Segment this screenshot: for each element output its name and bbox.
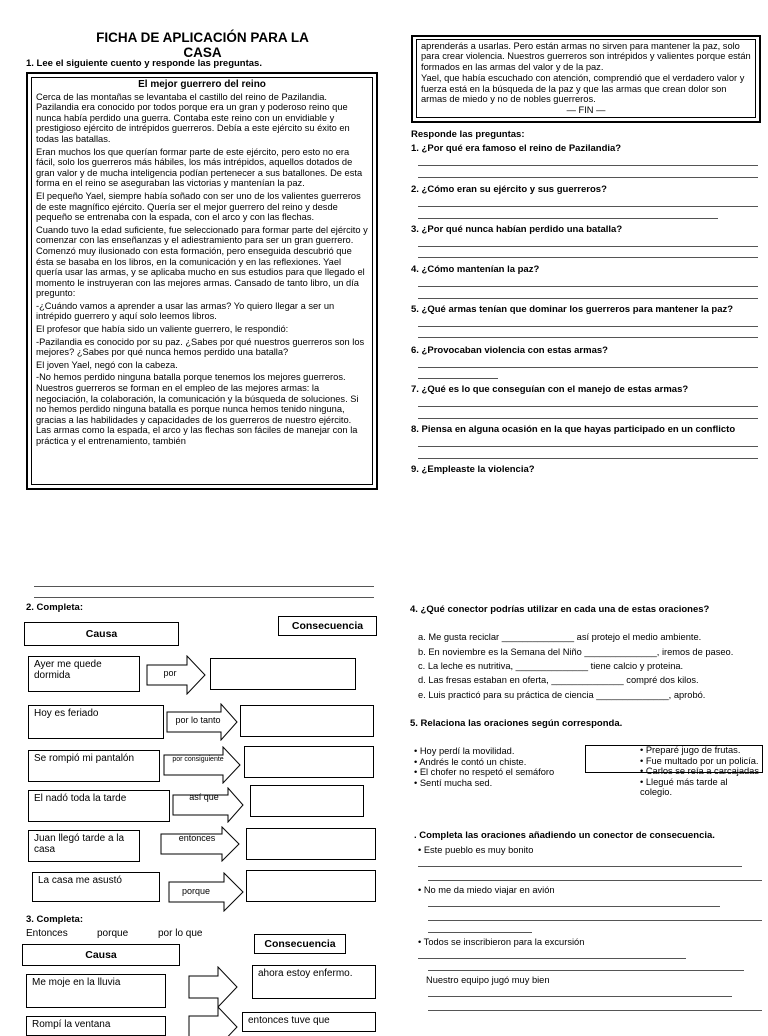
consequence-input[interactable]	[246, 870, 376, 902]
answer-line[interactable]	[418, 177, 758, 178]
answer-line[interactable]	[418, 446, 758, 447]
consequence-input[interactable]	[240, 705, 374, 737]
answer-line[interactable]	[418, 257, 758, 258]
sentence-item: d. Las fresas estaban en oferta, ______________ compré dos kilos.	[418, 675, 699, 685]
word-bank-item: porque	[97, 928, 129, 939]
arrow-icon	[188, 966, 238, 1008]
answer-line[interactable]	[428, 970, 744, 971]
cause-box: Hoy es feriado	[28, 705, 164, 739]
connector-label: entonces	[178, 833, 216, 843]
page-title: FICHA DE APLICACIÓN PARA LA CASA	[96, 30, 309, 60]
consequence-box: entonces tuve que	[242, 1012, 376, 1032]
consequence-input[interactable]	[246, 828, 376, 860]
cause-box: Rompí la ventana	[26, 1016, 166, 1036]
complete-sentence: • Todos se inscribieron para la excursión	[418, 937, 585, 947]
answer-line[interactable]	[418, 406, 758, 407]
section4-title: 4. ¿Qué conector podrías utilizar en cada una de estas oraciones?	[410, 604, 710, 615]
question-2: 2. ¿Cómo eran su ejército y sus guerreros?	[411, 184, 607, 195]
story-paragraph: Eran muchos los que querían formar parte de este ejército, pero esto no era fácil, solo los guerreros más hábiles, los más intrépidos, aquellos dotados de gran valor y de mucha inteligencia podían pertenecer a sus batallones. De esta forma en el reino se aseguraban las victorias y mantenían la paz.	[36, 146, 363, 189]
story-paragraph: El pequeño Yael, siempre había soñado con ser uno de los valientes guerreros de este magnífico ejército. Quería ser el mejor guerrero del reino y desde pequeño se entrenaba con la espada, con el arco y con las flechas.	[36, 190, 361, 223]
answer-line[interactable]	[418, 458, 758, 459]
answer-line[interactable]	[418, 286, 758, 287]
answer-line[interactable]	[34, 597, 374, 598]
answer-line[interactable]	[418, 246, 758, 247]
connector-label: porque	[181, 886, 211, 896]
cause-box: Ayer me quede dormida	[28, 656, 140, 692]
relate-right-item[interactable]: • Llegué más tarde al colegio.	[640, 776, 728, 797]
relate-left-item[interactable]: • Andrés le contó un chiste.	[414, 756, 527, 767]
sentence-item: c. La leche es nutritiva, ______________ tiene calcio y proteina.	[418, 661, 684, 671]
cause-box: Juan llegó tarde a la casa	[28, 830, 140, 862]
questions-heading: Responde las preguntas:	[411, 129, 525, 140]
relate-right-item[interactable]: • Preparé jugo de frutas.	[640, 745, 741, 755]
question-6: 6. ¿Provocaban violencia con estas armas?	[411, 345, 608, 356]
story-paragraph: El joven Yael, negó con la cabeza.	[36, 359, 178, 370]
cause-box: La casa me asustó	[32, 872, 160, 902]
complete-sentence: • Este pueblo es muy bonito	[418, 845, 534, 855]
question-9: 9. ¿Empleaste la violencia?	[411, 464, 535, 475]
answer-line[interactable]	[418, 378, 498, 379]
question-1: 1. ¿Por qué era famoso el reino de Pazilandia?	[411, 143, 622, 154]
cause-box: El nadó toda la tarde	[28, 790, 170, 822]
arrow-icon	[160, 826, 240, 862]
word-bank-item: Entonces	[26, 928, 68, 939]
story-end: — FIN —	[566, 105, 606, 116]
answer-line[interactable]	[418, 298, 758, 299]
consequence-box: ahora estoy enfermo.	[252, 965, 376, 999]
word-bank-item: por lo que	[158, 928, 203, 939]
connector-label: por consiguiente	[172, 756, 224, 763]
sentence-item: e. Luis practicó para su práctica de ciencia ______________, aprobó.	[418, 690, 706, 700]
relate-left-list	[414, 746, 564, 788]
question-4: 4. ¿Cómo mantenían la paz?	[411, 264, 540, 275]
answer-line[interactable]	[418, 326, 758, 327]
answer-line[interactable]	[418, 958, 686, 959]
story-title: El mejor guerrero del reino	[138, 79, 266, 90]
section1-instruction: 1. Lee el siguiente cuento y responde las preguntas.	[26, 58, 262, 69]
story-box	[26, 72, 378, 490]
story-paragraph: El profesor que había sido un valiente guerrero, le respondió:	[36, 324, 289, 335]
complete-sentence: • No me da miedo viajar en avión	[418, 885, 555, 895]
arrow-icon	[163, 746, 241, 784]
causa-header: Causa	[24, 622, 179, 646]
consecuencia-header: Consecuencia	[278, 616, 377, 636]
answer-line[interactable]	[418, 218, 718, 219]
question-5: 5. ¿Qué armas tenían que dominar los guerreros para mantener la paz?	[411, 304, 734, 315]
section6-title: . Completa las oraciones añadiendo un conector de consecuencia.	[414, 830, 715, 841]
answer-line[interactable]	[428, 996, 732, 997]
answer-line[interactable]	[418, 418, 758, 419]
answer-line[interactable]	[418, 206, 758, 207]
connector-label: por lo tanto	[175, 715, 221, 725]
answer-line[interactable]	[418, 165, 758, 166]
relate-right-item[interactable]: • Fue multado por un policía.	[640, 755, 759, 766]
question-3: 3. ¿Por qué nunca habían perdido una batalla?	[411, 224, 623, 235]
answer-line[interactable]	[428, 932, 532, 933]
complete-sentence: Nuestro equipo jugó muy bien	[426, 975, 550, 985]
relate-right-item[interactable]: • Carlos se reía a carcajadas	[640, 766, 760, 776]
sentence-item: a. Me gusta reciclar ______________ así protejo el medio ambiente.	[418, 632, 702, 642]
relate-right-list	[640, 745, 762, 798]
question-8: 8. Piensa en alguna ocasión en la que hayas participado en un conflicto	[411, 424, 736, 435]
connector-label: así que	[189, 792, 219, 802]
answer-line[interactable]	[418, 337, 758, 338]
consequence-input[interactable]	[244, 746, 374, 778]
relate-left-item[interactable]: • Sentí mucha sed.	[414, 777, 493, 788]
arrow-icon	[188, 1006, 238, 1036]
answer-line[interactable]	[428, 1010, 762, 1011]
story-paragraph: -Pazilandia es conocido por su paz. ¿Sabes por qué nuestros guerreros son los mejores? ¿Sabes por qué nunca hemos perdido una batalla?	[36, 336, 365, 358]
answer-line[interactable]	[34, 586, 374, 587]
story-continuation-box	[411, 35, 761, 123]
consecuencia-header: Consecuencia	[254, 934, 346, 954]
answer-line[interactable]	[418, 866, 742, 867]
consequence-input[interactable]	[210, 658, 356, 690]
section2-title: 2. Completa:	[26, 602, 84, 613]
section5-title: 5. Relaciona las oraciones según corresponda.	[410, 718, 623, 729]
relate-left-item[interactable]: • Hoy perdí la movilidad.	[414, 746, 515, 756]
story-paragraph: -No hemos perdido ninguna batalla porque tenemos los mejores guerreros. Nuestros guerreros se forman en el empleo de las mejores armas: la negociación, la colaboración, la comunicación y la búsqueda de soluciones. Si no hemos perdido ninguna batalla es porque nunca hemos tenido ninguna, gracias a las habilidades y capacidades de los guerreros de nuestro ejército. Las armas como la espada, el arco y las flechas son fáciles de manejar con la práctica y el entrenamiento, también	[36, 372, 359, 446]
cause-box: Me moje en la lluvia	[26, 974, 166, 1008]
sentence-item: b. En noviembre es la Semana del Niño ______________, iremos de paseo.	[418, 647, 734, 657]
consequence-input[interactable]	[250, 785, 364, 817]
connector-label: por	[163, 668, 177, 678]
answer-line[interactable]	[428, 920, 762, 921]
relate-left-item[interactable]: • El chofer no respetó el semáforo	[414, 767, 555, 777]
section3-title: 3. Completa:	[26, 914, 84, 925]
story-continuation: aprenderás a usarlas. Pero están armas no sirven para mantener la paz, solo para crear violencia. Nuestros guerreros son intrépidos y valientes porque están formados en las armas del valor y de la paz.	[421, 41, 751, 72]
causa-header: Causa	[22, 944, 180, 966]
story-paragraph: Cerca de las montañas se levantaba el castillo del reino de Pazilandia. Pazilandia era conocido por todos porque era un gran y poderoso reino que nunca había perdido una guerra. Contaba este reino con un envidiable y prestigioso ejército de intrépidos guerreros. Debía a este ejército su éxito en todas las batallas.	[36, 91, 350, 144]
story-paragraph: Cuando tuvo la edad suficiente, fue seleccionado para formar parte del ejército y comenzar con las enseñanzas y el adiestramiento para ser un gran guerrero. Comenzó muy ilusionado con esta formación, pero enseguida descubrió que ésta se basaba en los libros, en la comunicación y en las reflexiones. Yael quería usar las armas, y se aplicaba mucho en sus estudios para que llegado el momento le instruyeran con las mejores armas. Cansado de tanto libro, un día pregunto:	[36, 224, 368, 299]
question-7: 7. ¿Qué es lo que conseguían con el manejo de estas armas?	[411, 384, 689, 395]
cause-box: Se rompió mi pantalón	[28, 750, 160, 782]
answer-line[interactable]	[428, 906, 720, 907]
answer-line[interactable]	[428, 880, 762, 881]
story-paragraph: -¿Cuándo vamos a aprender a usar las armas? Yo quiero llegar a ser un intrépido guerrero y aquí solo leemos libros.	[36, 300, 335, 322]
answer-line[interactable]	[418, 367, 758, 368]
story-continuation: Yael, que había escuchado con atención, comprendió que el verdadero valor y fuerza está en la búsqueda de la paz y que las armas que crean dolor son armas de miedo y no de nobles guerreros.	[421, 73, 745, 105]
